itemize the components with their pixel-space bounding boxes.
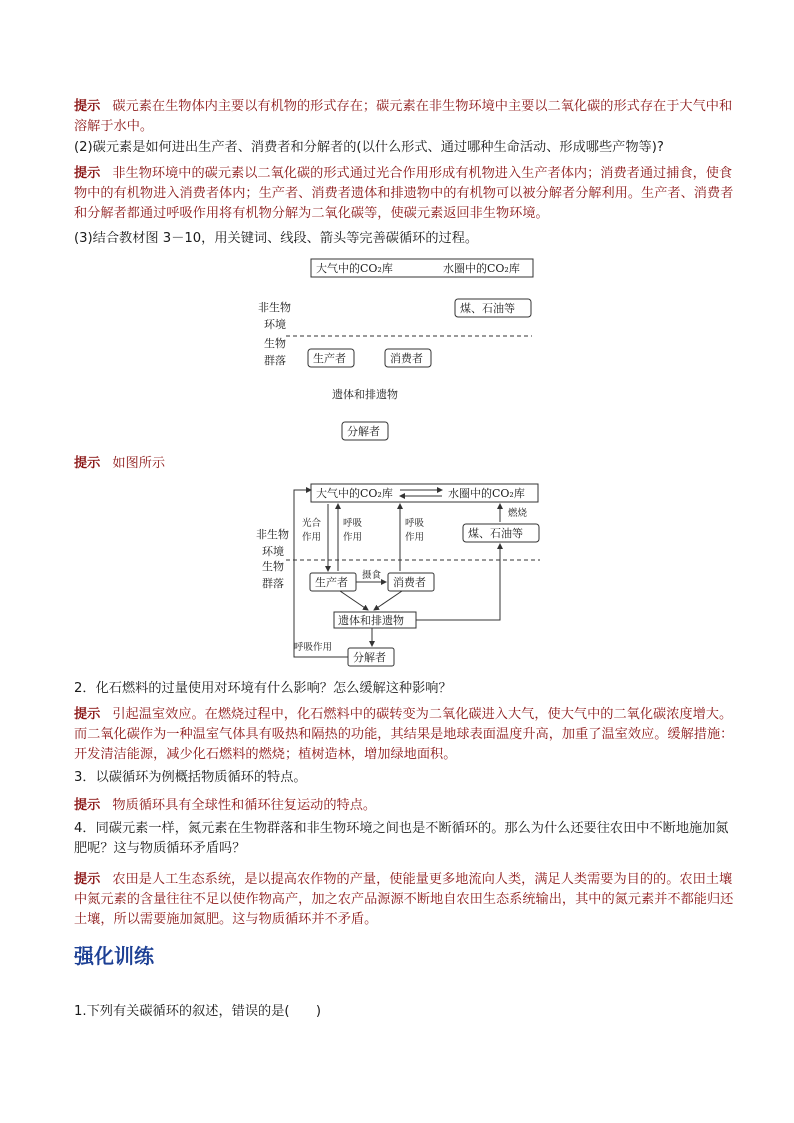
bio-label-line1: 生物	[264, 337, 286, 350]
consumer-resp-label-1: 呼吸	[405, 518, 425, 529]
exercise-question-1: 1.下列有关碳循环的叙述，错误的是( )	[74, 1004, 322, 1019]
consumer-label: 消费者	[390, 352, 423, 365]
hint-label: 提示	[74, 798, 101, 813]
remains-label: 遗体和排遗物	[338, 614, 404, 627]
nonbio-label-line1: 非生物	[256, 528, 289, 541]
hint-label: 提示	[74, 872, 101, 887]
nonbio-label-line2: 环境	[262, 545, 284, 558]
hint-label: 提示	[74, 707, 101, 722]
carbon-cycle-complete-diagram	[250, 478, 550, 670]
atmosphere-co2-label: 大气中的CO₂库	[316, 262, 393, 275]
photosynthesis-label-2: 作用	[302, 532, 322, 543]
hint-text: 引起温室效应。在燃烧过程中，化石燃料中的碳转变为二氧化碳进入大气，使大气中的二氧化碳浓度增大。而二氧化碳作为一种温室气体具有吸热和隔热的功能，其结果是地球表面温度升高，加重了温室效应。缓解措施：开发清洁能源，减少化石燃料的燃烧；植树造林，增加绿地面积。	[74, 707, 734, 762]
decomposer-label: 分解者	[353, 651, 386, 664]
question-2: (2)碳元素是如何进出生产者、消费者和分解者的(以什么形式、通过哪种生命活动、形成哪些产物等)?	[74, 140, 664, 155]
nonbio-label-line1: 非生物	[258, 301, 291, 314]
arrow-remains-fossil	[416, 544, 500, 620]
remains-label: 遗体和排遗物	[332, 388, 398, 401]
hint-text: 如图所示	[112, 456, 166, 471]
fossil-fuel-label: 煤、石油等	[468, 527, 523, 540]
hint-paragraph-5	[74, 796, 734, 816]
bio-label-line2: 群落	[262, 577, 284, 590]
hint-paragraph-2	[74, 164, 734, 224]
producer-label: 生产者	[315, 576, 348, 589]
decomposer-label: 分解者	[347, 425, 380, 438]
hint-text: 碳元素在生物体内主要以有机物的形式存在；碳元素在非生物环境中主要以二氧化碳的形式存在于大气中和溶解于水中。	[74, 99, 733, 134]
question-3: (3)结合教材图 3－10，用关键词、线段、箭头等完善碳循环的过程。	[74, 231, 479, 246]
carbon-cycle-blank-diagram	[250, 256, 550, 446]
hint-paragraph-1	[74, 97, 734, 137]
hint-label: 提示	[74, 456, 101, 471]
hint-paragraph-3	[74, 454, 734, 474]
question-4: 2．化石燃料的过量使用对环境有什么影响？怎么缓解这种影响？	[74, 681, 452, 696]
fossil-fuel-label: 煤、石油等	[460, 302, 515, 315]
eat-label: 摄食	[362, 570, 382, 581]
bio-label-line1: 生物	[262, 560, 284, 573]
hint-paragraph-6	[74, 870, 734, 930]
burn-label: 燃烧	[508, 508, 528, 519]
water-co2-label: 水圈中的CO₂库	[448, 487, 525, 500]
atmosphere-co2-label: 大气中的CO₂库	[316, 487, 393, 500]
hint-text: 物质循环具有全球性和循环往复运动的特点。	[112, 798, 377, 813]
water-co2-label: 水圈中的CO₂库	[443, 262, 520, 275]
section-heading: 强化训练	[74, 944, 154, 968]
arrow-producer-remains	[340, 591, 368, 610]
decomposer-resp-label: 呼吸作用	[294, 642, 333, 653]
hint-paragraph-4	[74, 705, 734, 765]
bio-label-line2: 群落	[264, 354, 286, 367]
producer-label: 生产者	[313, 352, 346, 365]
hint-label: 提示	[74, 166, 101, 181]
question-5: 3．以碳循环为例概括物质循环的特点。	[74, 770, 307, 785]
hint-label: 提示	[74, 99, 101, 114]
producer-resp-label-2: 作用	[343, 532, 363, 543]
consumer-resp-label-2: 作用	[405, 532, 425, 543]
photosynthesis-label-1: 光合	[302, 518, 322, 529]
arrow-consumer-remains	[374, 591, 402, 610]
producer-resp-label-1: 呼吸	[343, 518, 363, 529]
hint-text: 非生物环境中的碳元素以二氧化碳的形式通过光合作用形成有机物进入生产者体内；消费者通过捕食，使食物中的有机物进入消费者体内；生产者、消费者遗体和排遗物中的有机物可以被分解者分解利用。生产者、消费者和分解者都通过呼吸作用将有机物分解为二氧化碳等，使碳元素返回非生物环境。	[74, 166, 734, 221]
nonbio-label-line2: 环境	[264, 318, 286, 331]
question-6: 4．同碳元素一样，氮元素在生物群落和非生物环境之间也是不断循环的。那么为什么还要往农田中不断地施加氮肥呢？这与物质循环矛盾吗？	[74, 821, 729, 856]
hint-text: 农田是人工生态系统，是以提高农作物的产量，使能量更多地流向人类，满足人类需要为目的的。农田土壤中氮元素的含量往往不足以使作物高产，加之农产品源源不断地自农田生态系统输出，其中的氮元素并不都能归还土壤，所以需要施加氮肥。这与物质循环并不矛盾。	[74, 872, 734, 927]
consumer-label: 消费者	[393, 576, 426, 589]
